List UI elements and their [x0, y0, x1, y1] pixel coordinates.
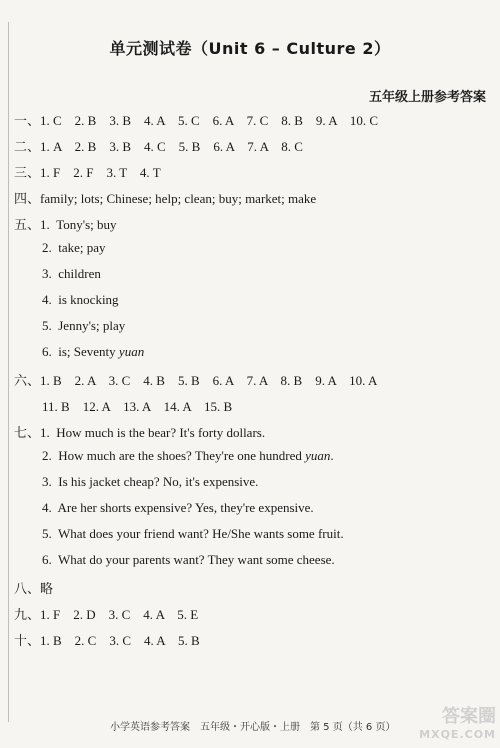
answer-line-7-6: 6. What do your parents want? They want some cheese.	[42, 552, 335, 567]
answer-line-4: 四、family; lots; Chinese; help; clean; buy; market; make	[14, 191, 317, 206]
watermark-top: 答案圈	[442, 706, 496, 727]
answer-line-8: 八、略	[14, 581, 54, 596]
answer-line-6: 六、1. B 2. A 3. C 4. B 5. B 6. A 7. A 8. B 9. A 10. A	[14, 373, 378, 388]
answer-7-2-italic: yuan	[305, 448, 331, 463]
answer-line-2: 二、1. A 2. B 3. B 4. C 5. B 6. A 7. A 8. C	[14, 139, 303, 154]
answer-5-6-italic: yuan	[118, 344, 145, 359]
answer-line-7-2	[42, 448, 334, 464]
page-subtitle: 五年级上册参考答案	[368, 90, 486, 105]
page-footer: 小学英语参考答案 五年级・开心版・上册 第 5 页（共 6 页）	[110, 722, 396, 733]
answer-line-7: 七、1. How much is the bear? It's forty dollars.	[14, 425, 266, 440]
answer-line-5: 五、1. Tony's; buy	[14, 217, 117, 232]
answer-line-5-6	[42, 344, 144, 360]
answer-line-5-2: 2. take; pay	[42, 240, 106, 255]
answer-line-10: 十、1. B 2. C 3. C 4. A 5. B	[14, 633, 200, 648]
answer-5-6-text: 6. is; Seventy	[42, 344, 119, 359]
page-title: 单元测试卷（Unit 6 – Culture 2）	[109, 39, 391, 58]
answer-line-6-2: 11. B 12. A 13. A 14. A 15. B	[42, 399, 233, 414]
margin-line	[8, 22, 9, 722]
answer-line-5-4: 4. is knocking	[42, 292, 119, 307]
watermark-bottom: MXQE.COM	[419, 728, 496, 741]
answer-7-2-end: .	[330, 448, 334, 463]
answer-7-2-text: 2. How much are the shoes? They're one hundred	[42, 448, 306, 463]
answer-line-7-3: 3. Is his jacket cheap? No, it's expensive.	[42, 474, 259, 489]
answer-line-9: 九、1. F 2. D 3. C 4. A 5. E	[14, 607, 199, 622]
answer-line-1: 一、1. C 2. B 3. B 4. A 5. C 6. A 7. C 8. B 9. A 10. C	[14, 113, 379, 128]
answer-line-5-3: 3. children	[42, 266, 101, 281]
watermark-logo	[419, 708, 496, 744]
answer-line-7-4: 4. Are her shorts expensive? Yes, they're expensive.	[42, 500, 314, 515]
answer-line-5-5: 5. Jenny's; play	[42, 318, 126, 333]
answer-line-7-5: 5. What does your friend want? He/She wants some fruit.	[42, 526, 344, 541]
answer-line-3: 三、1. F 2. F 3. T 4. T	[14, 165, 161, 180]
